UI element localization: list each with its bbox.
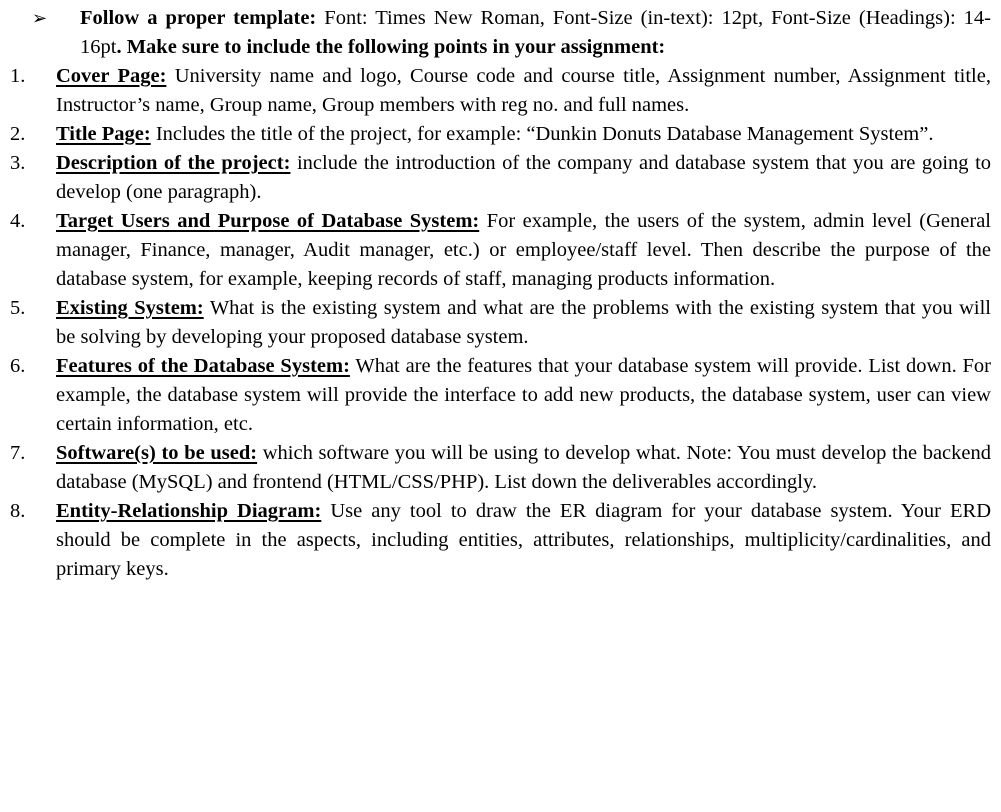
item-text: Use any tool to draw the ER diagram for your database system. Your ERD should be complete in the aspects, including entities, attributes, relationships, multiplicity/cardinalities, and primary keys. [56,500,992,580]
item-number: 1. [10,65,26,87]
item-text: What are the features that your database system will provide. List down. For example, the database system will provide the interface to add new products, the database system, user can view certain information, etc. [56,355,992,435]
list-item [10,439,991,497]
list-item [10,294,991,352]
template-lead: Follow a proper template: [80,7,317,29]
item-heading: Existing System: [56,297,204,319]
item-heading: Title Page: [56,123,151,145]
requirements-list [10,62,991,584]
item-number: 2. [10,123,26,145]
item-text: What is the existing system and what are the problems with the existing system that you will be solving by developing your proposed database system. [56,297,992,348]
item-number: 8. [10,500,26,522]
item-text: include the introduction of the company and database system that you are going to develop (one paragraph). [56,152,992,203]
item-text: which software you will be using to develop what. Note: You must develop the backend database (MySQL) and frontend (HTML/CSS/PHP). List down the deliverables accordingly. [56,442,991,493]
item-number: 6. [10,355,26,377]
list-item [10,207,991,294]
item-text: For example, the users of the system, admin level (General manager, Finance, manager, Audit manager, etc.) or employee/staff level. Then describe the purpose of the database system, for example, keeping records of staff, managing products information. [56,210,991,290]
template-instruction [10,4,991,62]
template-text: Font: Times New Roman, Font-Size (in-text): 12pt, Font-Size (Headings): 14-16pt [80,7,991,58]
item-heading: Features of the Database System: [56,355,350,377]
item-number: 4. [10,210,26,232]
item-text: Includes the title of the project, for example: “Dunkin Donuts Database Management System”. [150,123,934,145]
list-item [10,149,991,207]
item-number: 3. [10,152,26,174]
item-number: 5. [10,297,26,319]
list-item [10,120,991,149]
item-text: University name and logo, Course code and course title, Assignment number, Assignment title, Instructor’s name, Group name, Group members with reg no. and full names. [56,65,991,116]
item-heading: Cover Page: [56,65,167,87]
list-item [10,352,991,439]
list-item [10,497,991,584]
item-heading: Description of the project: [56,152,291,174]
item-heading: Target Users and Purpose of Database System: [56,210,480,232]
instruction-tail: . Make sure to include the following points in your assignment: [116,36,666,58]
list-item [10,62,991,120]
item-number: 7. [10,442,26,464]
item-heading: Entity-Relationship Diagram: [56,500,322,522]
item-heading: Software(s) to be used: [56,442,258,464]
arrow-bullet-icon: ➢ [32,8,48,29]
